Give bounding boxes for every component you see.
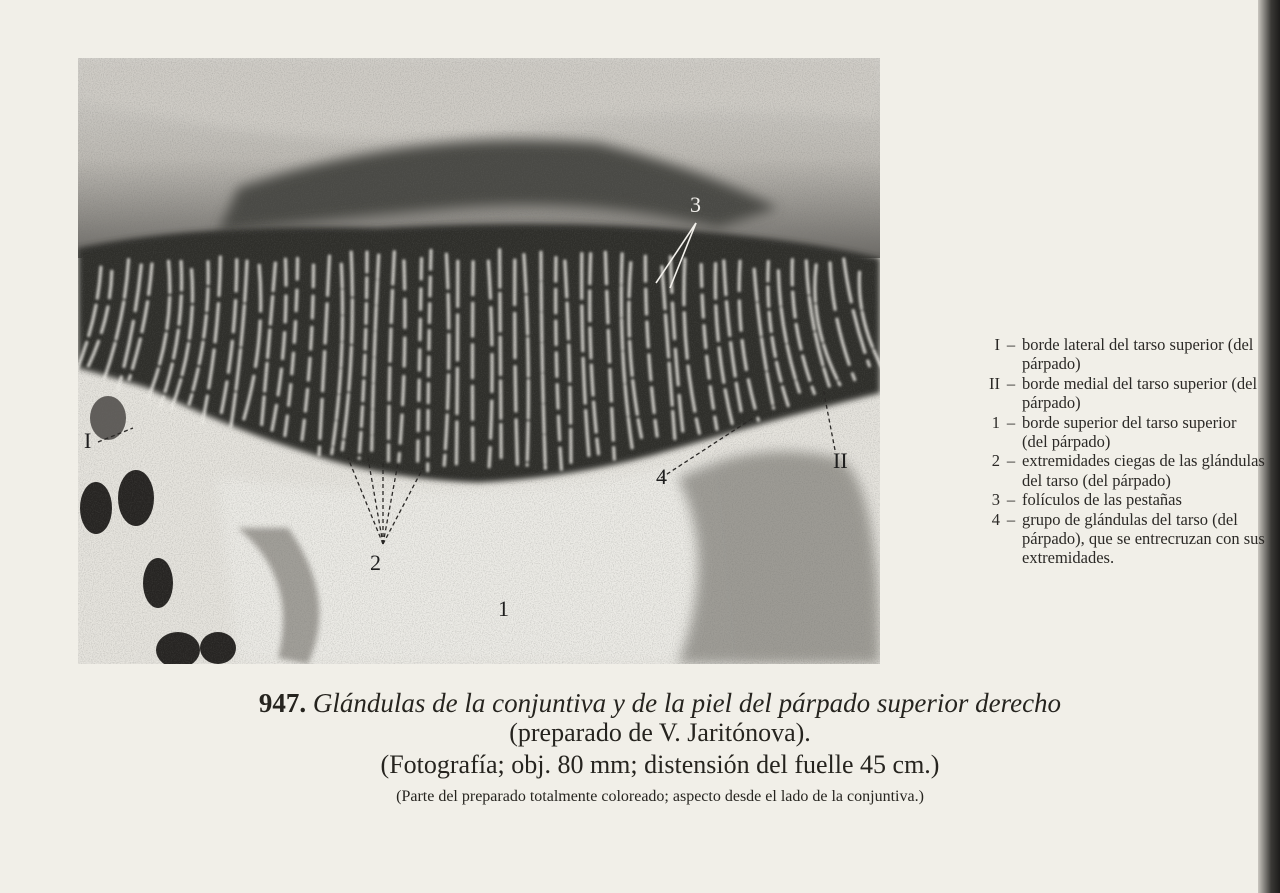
legend-dash: – — [1006, 412, 1016, 432]
legend-dash: – — [1006, 373, 1016, 393]
legend-key: 1 — [991, 412, 1000, 432]
legend-text: folículos de las pestañas — [1022, 490, 1182, 510]
legend-dash: – — [1006, 490, 1016, 510]
legend-item — [950, 335, 1265, 374]
caption-preparation: (preparado de V. Jaritónova). — [509, 718, 811, 747]
figure-label-three: 3 — [690, 192, 701, 217]
legend-item — [950, 413, 1265, 452]
legend-item — [950, 490, 1265, 509]
figure-caption — [60, 688, 1260, 810]
legend-text: borde superior del tarso superior (del párpado) — [1022, 412, 1237, 452]
legend-text: borde medial del tarso superior (del párpado) — [1022, 373, 1258, 413]
legend-text: extremidades ciegas de las glándulas del tarso (del párpado) — [1022, 451, 1265, 490]
figure-legend — [950, 335, 1265, 568]
figure-label-one: 1 — [498, 596, 509, 621]
micrograph-figure — [78, 58, 880, 664]
legend-key: 2 — [991, 451, 1000, 471]
micrograph-image — [78, 58, 880, 664]
legend-key: I — [994, 335, 1000, 354]
figure-number: 947. — [258, 688, 307, 718]
legend-dash: – — [1006, 335, 1016, 354]
caption-photo-details: (Fotografía; obj. 80 mm; distensión del fuelle 45 cm.) — [380, 750, 940, 779]
legend-key: II — [989, 373, 1000, 393]
legend-item — [950, 451, 1265, 490]
caption-title: Glándulas de la conjuntiva y de la piel del párpado superior derecho — [312, 688, 1062, 718]
figure-label-roman-one: I — [84, 428, 92, 453]
legend-key: 3 — [991, 490, 1000, 510]
caption-note: (Parte del preparado totalmente coloreado; aspecto desde el lado de la conjuntiva.) — [396, 788, 924, 805]
legend-key: 4 — [991, 509, 1000, 529]
legend-item — [950, 374, 1265, 413]
figure-label-two: 2 — [370, 550, 381, 575]
legend-text: grupo de glándulas del tarso (del párpado), que se entrecruzan con sus extremidades. — [1022, 509, 1265, 568]
legend-text: borde lateral del tarso superior (del párpado) — [1022, 335, 1254, 374]
figure-label-four: 4 — [656, 464, 667, 489]
legend-item — [950, 510, 1265, 568]
legend-dash: – — [1006, 451, 1016, 471]
legend-dash: – — [1006, 509, 1016, 529]
figure-label-roman-two: II — [833, 448, 848, 473]
caption-title-line — [60, 688, 1260, 718]
